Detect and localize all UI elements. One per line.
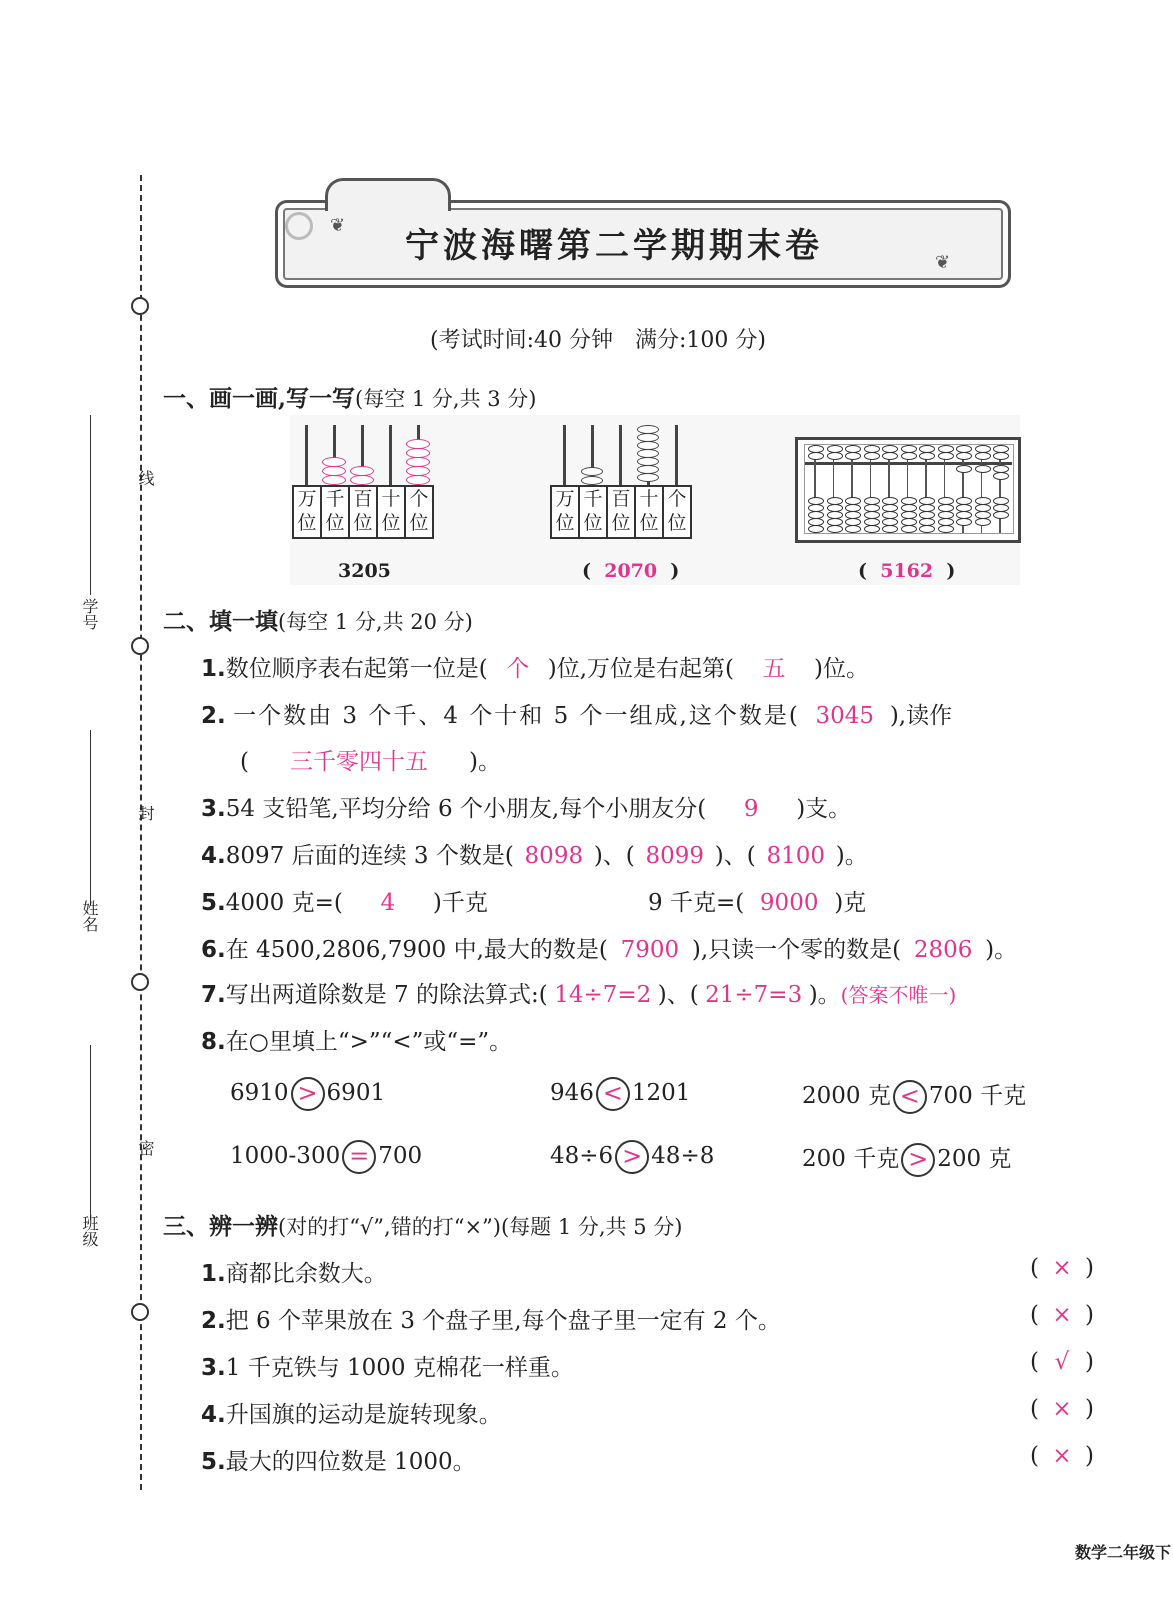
q2-2: 2. 一个数由 3 个千、4 个十和 5 个一组成,这个数是( 3045 ),读作 <box>201 703 953 729</box>
field-label-student-no: 学号 <box>80 598 99 630</box>
judge-item-2: 2.把 6 个苹果放在 3 个盘子里,每个盘子里一定有 2 个。 <box>201 1308 781 1334</box>
binding-mark-mi: 密 <box>136 1140 155 1156</box>
suanpan-lower-bead <box>808 525 824 533</box>
suanpan-upper-bead <box>975 452 991 460</box>
suanpan-upper-bead <box>864 452 880 460</box>
q2-5: 5.4000 克=( 4 )千克 <box>201 890 488 916</box>
binding-mark-feng: 封 <box>136 805 155 821</box>
place-qian-2: 千位 <box>578 485 608 539</box>
suanpan-upper-bead <box>938 452 954 460</box>
suanpan-lower-bead <box>845 525 861 533</box>
suanpan-upper-bead <box>827 452 843 460</box>
q2-2-reading: ( 三千零四十五 )。 <box>240 749 501 775</box>
binding-hole-3 <box>131 973 149 991</box>
field-label-name: 姓名 <box>80 900 99 932</box>
suanpan-upper-bead <box>956 452 972 460</box>
suanpan-lower-bead <box>956 518 972 526</box>
exam-info: (考试时间:40 分钟 满分:100 分) <box>430 328 766 353</box>
judge-item-1: 1.商都比余数大。 <box>201 1261 387 1287</box>
comparison-2: 946 < 1201 <box>550 1077 690 1111</box>
place-shi-2: 十位 <box>634 485 664 539</box>
abacus-2 <box>550 425 700 545</box>
field-line-student-no[interactable] <box>90 415 91 595</box>
section2-heading: 二、填一填(每空 1 分,共 20 分) <box>163 608 473 635</box>
q2-8: 8.在○里填上“>”“<”或“=”。 <box>201 1029 513 1055</box>
comparison-6: 200 千克 > 200 克 <box>802 1140 1011 1177</box>
judge-item-3: 3.1 千克铁与 1000 克棉花一样重。 <box>201 1355 574 1381</box>
suanpan-lower-bead <box>975 518 991 526</box>
binding-mark-xian: 线 <box>136 470 155 486</box>
abacus-1-value: 3205 <box>338 560 391 582</box>
suanpan-lower-bead <box>993 472 1009 480</box>
abacus-2-answer: ( 2070 ) <box>582 560 680 582</box>
q2-7: 7.写出两道除数是 7 的除法算式:( 14÷7=2 )、( 21÷7=3 )。(答案不唯一) <box>201 982 957 1008</box>
judge-item-4: 4.升国旗的运动是旋转现象。 <box>201 1402 502 1428</box>
judge-mark-4: ( × ) <box>1030 1396 1094 1422</box>
abacus-1 <box>292 425 442 545</box>
judge-mark-1: ( × ) <box>1030 1255 1094 1281</box>
suanpan-upper-bead <box>808 452 824 460</box>
ring-icon <box>285 212 313 240</box>
q2-4: 4.8097 后面的连续 3 个数是( 8098 )、( 8099 )、( 8100 )。 <box>201 843 868 869</box>
suanpan-lower-bead <box>882 525 898 533</box>
suanpan-lower-bead <box>827 525 843 533</box>
field-label-class: 班级 <box>80 1215 99 1247</box>
judge-mark-5: ( × ) <box>1030 1443 1094 1469</box>
page-title: 宁波海曙第二学期期末卷 <box>405 226 823 266</box>
binding-hole-2 <box>131 637 149 655</box>
place-ge-2: 个位 <box>662 485 692 539</box>
suanpan-lower-bead <box>938 525 954 533</box>
q2-6: 6.在 4500,2806,7900 中,最大的数是( 7900 ),只读一个零的数是( 2806 )。 <box>201 937 1018 963</box>
place-wan: 万位 <box>292 485 322 539</box>
banner-tab <box>325 178 451 211</box>
comparison-4: 1000-300 = 700 <box>230 1140 422 1174</box>
binding-hole-4 <box>131 1303 149 1321</box>
judge-mark-2: ( × ) <box>1030 1302 1094 1328</box>
suanpan-lower-bead <box>975 465 991 473</box>
suanpan-lower-bead <box>864 525 880 533</box>
place-wan-2: 万位 <box>550 485 580 539</box>
place-ge: 个位 <box>404 485 434 539</box>
q2-1: 1.数位顺序表右起第一位是( 个 )位,万位是右起第( 五 )位。 <box>201 656 869 682</box>
comparison-1: 6910 > 6901 <box>230 1077 385 1111</box>
place-shi: 十位 <box>376 485 406 539</box>
comparison-3: 2000 克 < 700 千克 <box>802 1077 1026 1114</box>
butterfly-icon-2: ❦ <box>935 252 951 273</box>
suanpan-upper-bead <box>993 452 1009 460</box>
suanpan-lower-bead <box>993 511 1009 519</box>
comparison-5: 48÷6 > 48÷8 <box>550 1140 714 1174</box>
section1-heading: 一、画一画,写一写(每空 1 分,共 3 分) <box>163 385 537 412</box>
section3-heading: 三、辨一辨(对的打“√”,错的打“×”)(每题 1 分,共 5 分) <box>163 1213 683 1240</box>
binding-hole-1 <box>131 297 149 315</box>
suanpan-upper-bead <box>845 452 861 460</box>
suanpan-lower-bead <box>919 525 935 533</box>
suanpan-upper-bead <box>882 452 898 460</box>
field-line-name[interactable] <box>90 730 91 905</box>
suanpan-upper-bead <box>919 452 935 460</box>
suanpan-lower-bead <box>956 465 972 473</box>
page-footer: 数学二年级下 <box>1075 1543 1172 1562</box>
field-line-class[interactable] <box>90 1045 91 1220</box>
binding-line <box>140 175 142 1490</box>
q2-5-b: 9 千克=( 9000 )克 <box>648 890 867 916</box>
place-bai-2: 百位 <box>606 485 636 539</box>
suanpan-lower-bead <box>901 525 917 533</box>
place-bai: 百位 <box>348 485 378 539</box>
judge-mark-3: ( √ ) <box>1030 1349 1094 1375</box>
suanpan-upper-bead <box>901 452 917 460</box>
butterfly-icon: ❦ <box>330 215 346 236</box>
abacus-3-answer: ( 5162 ) <box>858 560 956 582</box>
judge-item-5: 5.最大的四位数是 1000。 <box>201 1449 476 1475</box>
q2-3: 3.54 支铅笔,平均分给 6 个小朋友,每个小朋友分( 9 )支。 <box>201 796 852 822</box>
place-qian: 千位 <box>320 485 350 539</box>
